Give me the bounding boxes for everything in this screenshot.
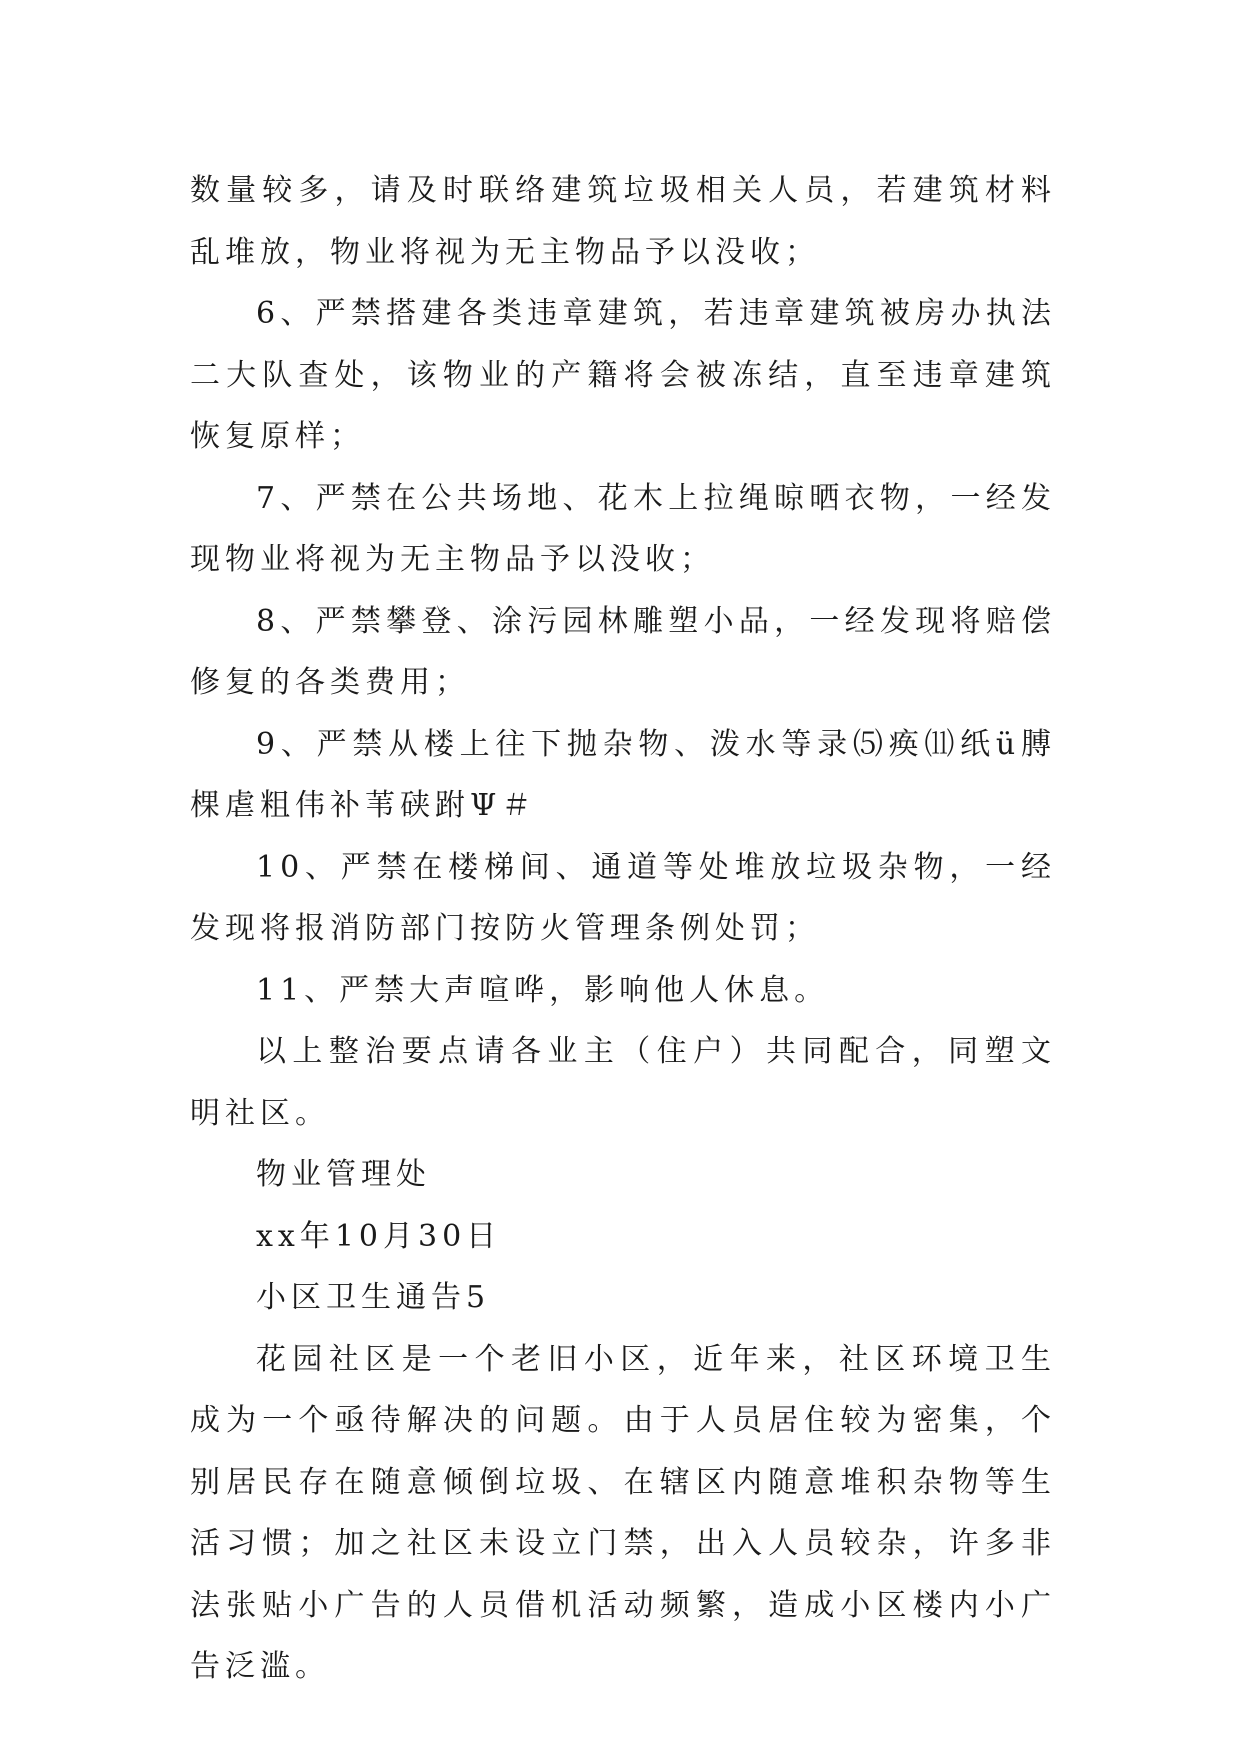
rule-9: 9、严禁从楼上往下抛杂物、泼水等录⑸痪⑾纸ü膊棵虐粗伟补苇硖跗Ψ＃ xyxy=(190,726,1056,823)
closing-statement: 以上整治要点请各业主（住户）共同配合，同塑文明社区。 xyxy=(190,1034,1056,1131)
rule-6: 6、严禁搭建各类违章建筑，若违章建筑被房办执法二大队查处，该物业的产籍将会被冻结，直至违章建筑恢复原样； xyxy=(190,296,1056,454)
rule-7: 7、严禁在公共场地、花木上拉绳晾晒衣物，一经发现物业将视为无主物品予以没收； xyxy=(190,480,1056,577)
rule-11: 11、严禁大声喧哗，影响他人休息。 xyxy=(256,972,830,1008)
paragraph-continuation: 数量较多，请及时联络建筑垃圾相关人员，若建筑材料乱堆放，物业将视为无主物品予以没收； xyxy=(190,173,1056,270)
rule-8: 8、严禁攀登、涂污园林雕塑小品，一经发现将赔偿修复的各类费用； xyxy=(190,603,1056,700)
signature-date: xx年10月30日 xyxy=(256,1218,502,1254)
section-heading: 小区卫生通告5 xyxy=(256,1280,491,1315)
document-page xyxy=(190,160,1056,1698)
rule-10: 10、严禁在楼梯间、通道等处堆放垃圾杂物，一经发现将报消防部门按防火管理条例处罚； xyxy=(190,849,1056,946)
body-paragraph: 花园社区是一个老旧小区，近年来，社区环境卫生成为一个亟待解决的问题。由于人员居住较为密集，个别居民存在随意倾倒垃圾、在辖区内随意堆积杂物等生活习惯；加之社区未设立门禁，出入人员较杂，许多非法张贴小广告的人员借机活动频繁，造成小区楼内小广告泛滥。 xyxy=(190,1341,1056,1684)
signature-office: 物业管理处 xyxy=(256,1157,431,1192)
